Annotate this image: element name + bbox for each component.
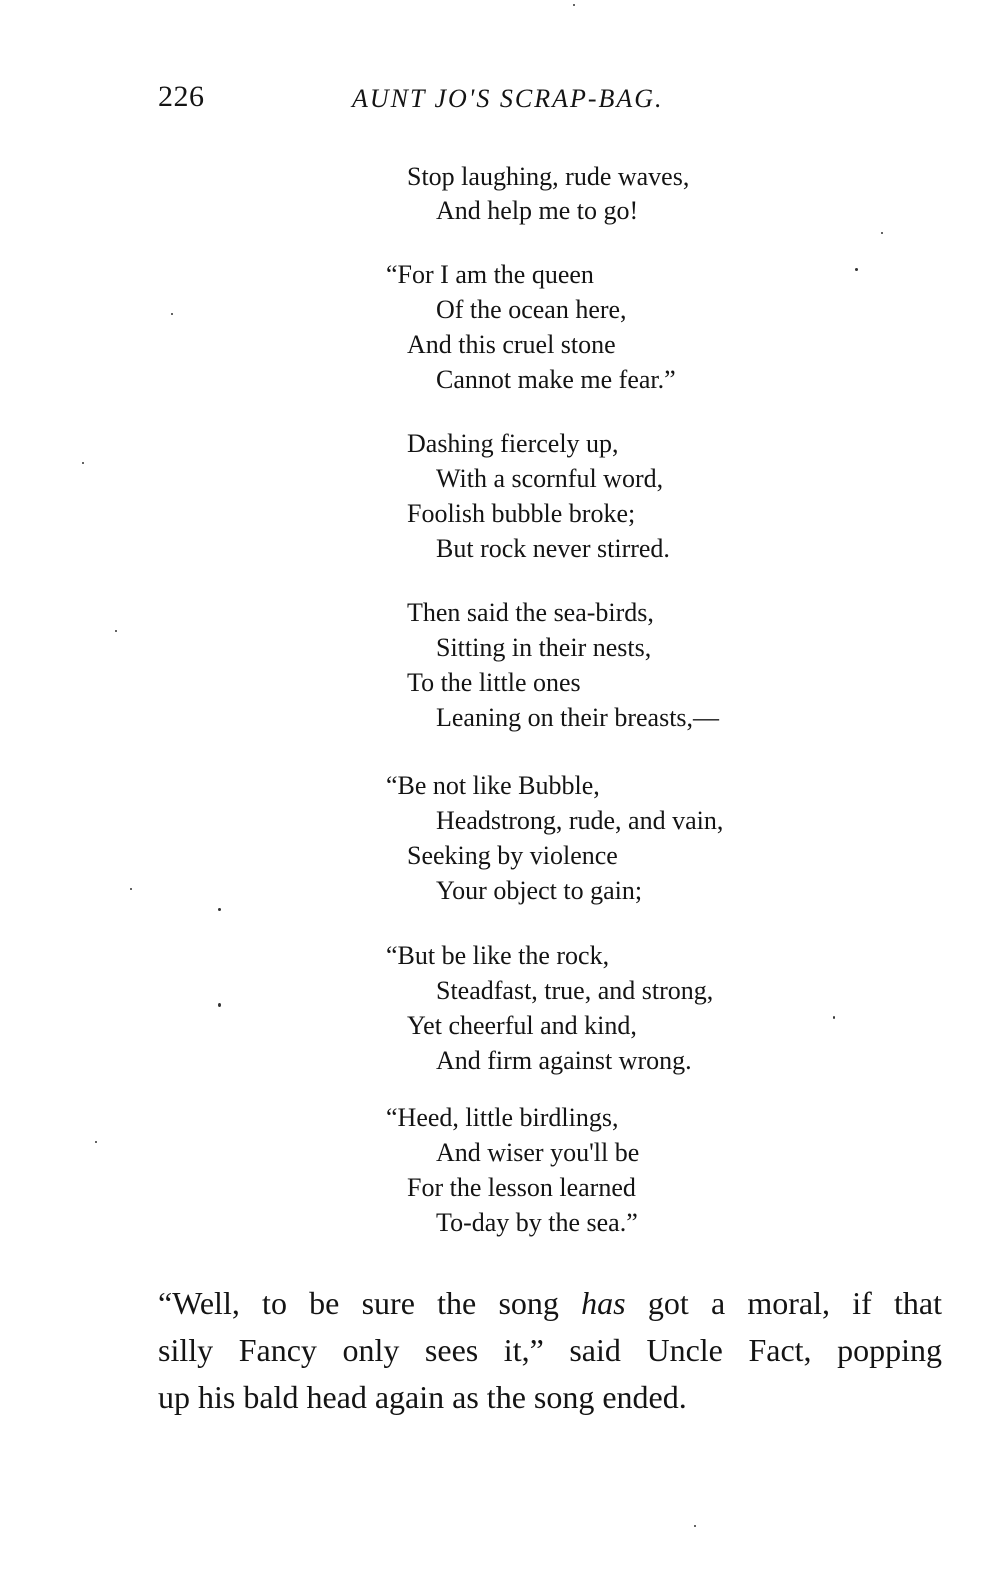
poem-line: But rock never stirred. bbox=[436, 534, 670, 563]
page-header bbox=[0, 80, 995, 120]
poem-line: “Be not like Bubble, bbox=[386, 771, 600, 800]
scan-speck bbox=[218, 1003, 221, 1007]
poem-line: “But be like the rock, bbox=[386, 941, 610, 970]
scan-speck bbox=[115, 630, 117, 632]
prose-line: silly Fancy only sees it,” said Uncle Fact, popping bbox=[158, 1332, 942, 1368]
poem-line: Yet cheerful and kind, bbox=[407, 1011, 637, 1040]
poem-line: Of the ocean here, bbox=[436, 295, 627, 324]
scan-speck bbox=[573, 4, 575, 6]
running-title: AUNT JO'S SCRAP-BAG. bbox=[352, 84, 664, 113]
scan-speck bbox=[833, 1016, 835, 1019]
scan-speck bbox=[130, 888, 132, 890]
scan-speck bbox=[881, 232, 883, 234]
poem-line: For the lesson learned bbox=[407, 1173, 636, 1202]
poem-line: And this cruel stone bbox=[407, 330, 616, 359]
poem-line: Cannot make me fear.” bbox=[436, 365, 676, 394]
poem-line: Sitting in their nests, bbox=[436, 633, 652, 662]
scan-speck bbox=[694, 1525, 696, 1527]
prose-line: up his bald head again as the song ended. bbox=[158, 1379, 687, 1415]
poem-line: “Heed, little birdlings, bbox=[386, 1103, 619, 1132]
poem-line: Steadfast, true, and strong, bbox=[436, 976, 714, 1005]
poem-line: And firm against wrong. bbox=[436, 1046, 692, 1075]
poem-line: Stop laughing, rude waves, bbox=[407, 162, 690, 191]
page-number: 226 bbox=[158, 80, 205, 113]
poem-line: With a scornful word, bbox=[436, 464, 664, 493]
poem-line: Your object to gain; bbox=[436, 876, 643, 905]
poem-line: Then said the sea-birds, bbox=[407, 598, 654, 627]
poem-line: Foolish bubble broke; bbox=[407, 499, 636, 528]
scan-speck bbox=[82, 462, 84, 464]
poem-line: Dashing fiercely up, bbox=[407, 429, 619, 458]
poem-line: To-day by the sea.” bbox=[436, 1208, 638, 1237]
scan-speck bbox=[171, 313, 173, 315]
prose-paragraph bbox=[158, 1280, 942, 1421]
scan-speck bbox=[218, 908, 221, 911]
scan-speck bbox=[95, 1141, 97, 1143]
poem-line: And wiser you'll be bbox=[436, 1138, 640, 1167]
emphasis: has bbox=[581, 1285, 626, 1321]
poem-line: Seeking by violence bbox=[407, 841, 618, 870]
poem-line: To the little ones bbox=[407, 668, 581, 697]
poem-line: “For I am the queen bbox=[386, 260, 594, 289]
poem-line: Headstrong, rude, and vain, bbox=[436, 806, 724, 835]
poem-line: And help me to go! bbox=[436, 196, 639, 225]
poem-line: Leaning on their breasts,— bbox=[436, 703, 720, 732]
prose-line: “Well, to be sure the song has got a moral, if that bbox=[158, 1285, 943, 1321]
scan-speck bbox=[855, 268, 858, 271]
